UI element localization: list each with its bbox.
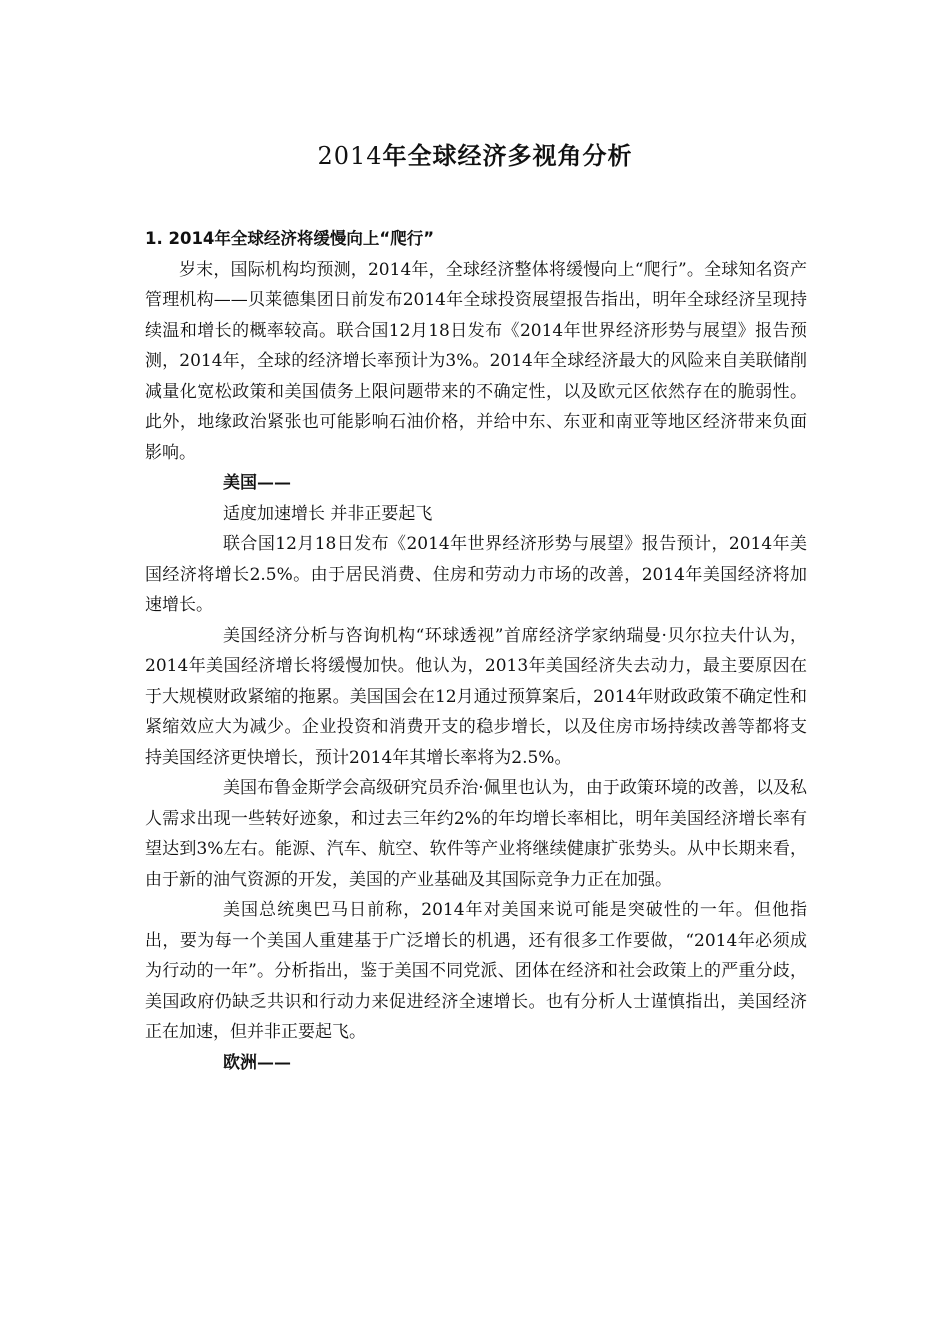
usa-paragraph-4: 美国总统奥巴马日前称，2014年对美国来说可能是突破性的一年。但他指出，要为每一个美国人重建基于广泛增长的机遇，还有很多工作要做，“2014年必须成为行动的一年”。分析指出，鉴于美国不同党派、团体在经济和社会政策上的严重分歧，美国政府仍缺乏共识和行动力来促进经济全速增长。也有分析人士谨慎指出，美国经济正在加速，但并非正要起飞。 (145, 900, 807, 1042)
usa-label: 美国—— (223, 473, 291, 493)
title-text: 年全球经济多视角分析 (382, 141, 633, 170)
document-title (0, 136, 950, 171)
title-year: 2014 (317, 142, 383, 170)
section-heading: 1. 2014年全球经济将缓慢向上“爬行” (145, 229, 435, 248)
intro-paragraph: 岁末，国际机构均预测，2014年，全球经济整体将缓慢向上“爬行”。全球知名资产管理机构——贝莱德集团日前发布2014年全球投资展望报告指出，明年全球经济呈现持续温和增长的概率较高。联合国12月18日发布《2014年世界经济形势与展望》报告预测，2014年，全球的经济增长率预计为3%。2014年全球经济最大的风险来自美联储削减量化宽松政策和美国债务上限问题带来的不确定性，以及欧元区依然存在的脆弱性。此外，地缘政治紧张也可能影响石油价格，并给中东、东亚和南亚等地区经济带来负面影响。 (145, 259, 807, 463)
usa-paragraph-3: 美国布鲁金斯学会高级研究员乔治·佩里也认为，由于政策环境的改善，以及私人需求出现一些转好迹象，和过去三年约2%的年均增长率相比，明年美国经济增长率有望达到3%左右。能源、汽车、航空、软件等产业将继续健康扩张势头。从中长期来看，由于新的油气资源的开发，美国的产业基础及其国际竞争力正在加强。 (145, 778, 807, 890)
usa-subtitle: 适度加速增长 并非正要起飞 (223, 503, 433, 524)
document-body (145, 224, 807, 1078)
usa-paragraph-2: 美国经济分析与咨询机构“环球透视”首席经济学家纳瑞曼·贝尔拉夫什认为，2014年美国经济增长将缓慢加快。他认为，2013年美国经济失去动力，最主要原因在于大规模财政紧缩的拖累。美国国会在12月通过预算案后，2014年财政政策不确定性和紧缩效应大为减少。企业投资和消费开支的稳步增长，以及住房市场持续改善等都将支持美国经济更快增长，预计2014年其增长率将为2.5%。 (145, 625, 807, 768)
europe-label: 欧洲—— (223, 1052, 291, 1073)
usa-paragraph-1: 联合国12月18日发布《2014年世界经济形势与展望》报告预计，2014年美国经济将增长2.5%。由于居民消费、住房和劳动力市场的改善，2014年美国经济将加速增长。 (145, 534, 807, 615)
